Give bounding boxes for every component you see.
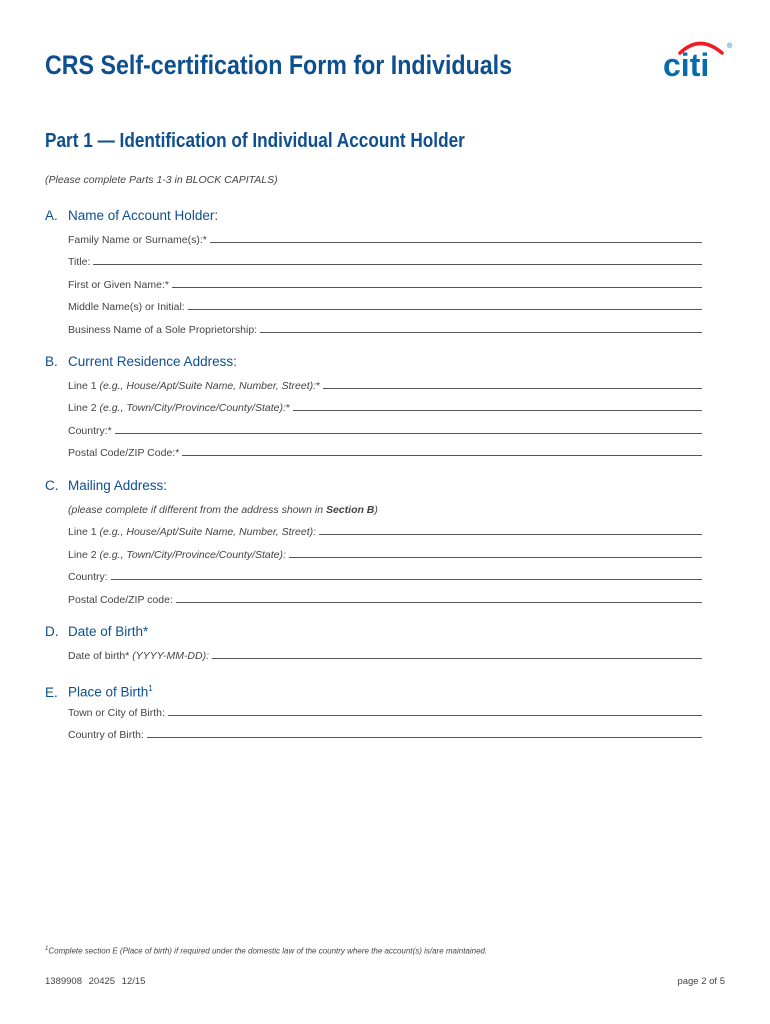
- residence-line1-field[interactable]: Line 1 (e.g., House/Apt/Suite Name, Number, Street):*: [68, 375, 702, 397]
- residence-country-input-line[interactable]: [115, 421, 702, 434]
- section-d-date-of-birth: [45, 623, 705, 667]
- section-c-heading: C. Mailing Address:: [45, 478, 168, 493]
- section-d-heading: D. Date of Birth*: [45, 624, 149, 639]
- form-title: CRS Self-certification Form for Individuals: [45, 50, 513, 80]
- citi-logo: [660, 36, 735, 80]
- family-name-input-line[interactable]: [210, 230, 702, 243]
- mailing-postal-input-line[interactable]: [176, 590, 702, 603]
- residence-line2-field[interactable]: Line 2 (e.g., Town/City/Province/County/State):*: [68, 397, 702, 419]
- residence-line1-input-line[interactable]: [323, 376, 702, 389]
- business-name-input-line[interactable]: [260, 320, 702, 333]
- mailing-line2-input-line[interactable]: [289, 545, 702, 558]
- form-code: 1389908 20425 12/15: [45, 976, 146, 987]
- mailing-line1-field[interactable]: Line 1 (e.g., House/Apt/Suite Name, Number, Street):: [68, 521, 702, 543]
- family-name-field[interactable]: Family Name or Surname(s):*: [68, 229, 702, 251]
- first-name-field[interactable]: First or Given Name:*: [68, 274, 702, 296]
- section-e-heading: E. Place of Birth$^1$: [45, 684, 153, 700]
- date-of-birth-input-line[interactable]: [212, 646, 702, 659]
- first-name-input-line[interactable]: [172, 275, 702, 288]
- title-input-line[interactable]: [93, 252, 702, 265]
- section-a-name: [45, 207, 705, 341]
- footnote: $^1$Complete section E (Place of birth) if required under the domestic law of the country where the account(s) is/are maintained.: [45, 946, 488, 956]
- country-of-birth-field[interactable]: Country of Birth:: [68, 724, 702, 746]
- town-of-birth-input-line[interactable]: [168, 703, 702, 716]
- svg-text:citi: citi: [663, 47, 710, 80]
- block-capitals-instruction: (Please complete Parts 1-3 in BLOCK CAPITALS): [45, 174, 278, 186]
- mailing-address-note: (please complete if different from the address shown in Section B): [68, 504, 378, 516]
- section-b-residence-address: [45, 353, 705, 465]
- section-a-heading: A. Name of Account Holder:: [45, 208, 219, 223]
- section-e-place-of-birth: [45, 680, 705, 747]
- middle-name-field[interactable]: Middle Name(s) or Initial:: [68, 296, 702, 318]
- middle-name-input-line[interactable]: [188, 297, 702, 310]
- section-c-mailing-address: [45, 477, 705, 611]
- business-name-field[interactable]: Business Name of a Sole Proprietorship:: [68, 319, 702, 341]
- svg-text:®: ®: [727, 43, 733, 50]
- residence-postal-input-line[interactable]: [182, 443, 702, 456]
- country-of-birth-input-line[interactable]: [147, 725, 702, 738]
- title-field[interactable]: Title:: [68, 251, 702, 273]
- date-of-birth-field[interactable]: Date of birth* (YYYY-MM-DD):: [68, 645, 702, 667]
- mailing-line2-field[interactable]: Line 2 (e.g., Town/City/Province/County/State):: [68, 544, 702, 566]
- residence-postal-field[interactable]: Postal Code/ZIP Code:*: [68, 442, 702, 464]
- mailing-line1-input-line[interactable]: [319, 522, 702, 535]
- part-1-title: Part 1 — Identification of Individual Account Holder: [45, 130, 465, 152]
- town-of-birth-field[interactable]: Town or City of Birth:: [68, 702, 702, 724]
- mailing-country-input-line[interactable]: [111, 567, 702, 580]
- mailing-country-field[interactable]: Country:: [68, 566, 702, 588]
- mailing-postal-field[interactable]: Postal Code/ZIP code:: [68, 589, 702, 611]
- residence-line2-input-line[interactable]: [293, 398, 702, 411]
- residence-country-field[interactable]: Country:*: [68, 420, 702, 442]
- page-number: page 2 of 5: [677, 976, 725, 987]
- section-b-heading: B. Current Residence Address:: [45, 354, 237, 369]
